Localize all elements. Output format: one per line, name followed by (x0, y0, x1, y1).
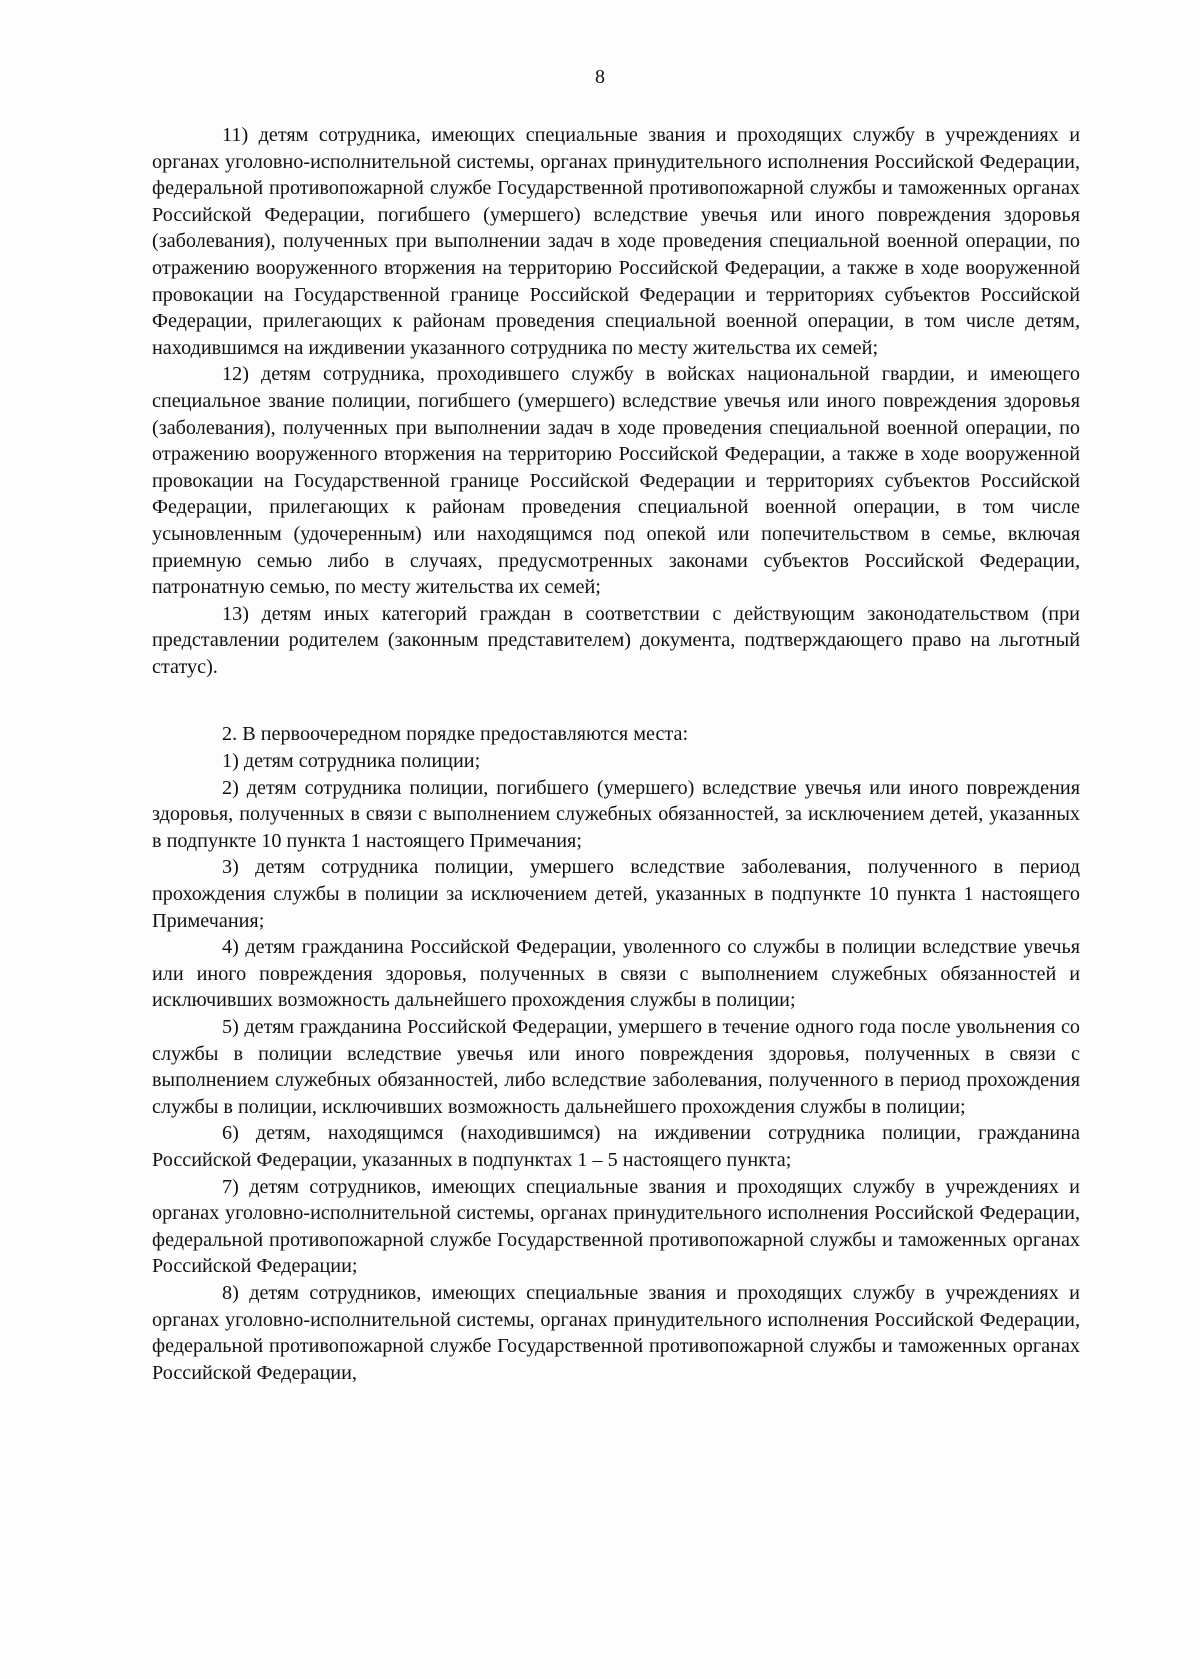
document-body (152, 122, 1080, 1386)
paragraph-item-12: 12) детям сотрудника, проходившего службу в войсках национальной гвардии, и имеющего специальное звание полиции, погибшего (умершего) вследствие увечья или иного повреждения здоровья (заболевания), полученных при выполнении задач в ходе проведения специальной военной операции, по отражению вооруженного вторжения на территорию Российской Федерации, а также в ходе вооруженной провокации на Государственной границе Российской Федерации и территориях субъектов Российской Федерации, прилегающих к районам проведения специальной военной операции, в том числе усыновленным (удочеренным) или находящимся под опекой или попечительством в семье, включая приемную семью либо в случаях, предусмотренных законами субъектов Российской Федерации, патронатную семью, по месту жительства их семей; (152, 363, 1080, 599)
priority-item-2: 2) детям сотрудника полиции, погибшего (умершего) вследствие увечья или иного повреждения здоровья, полученных в связи с выполнением служебных обязанностей, за исключением детей, указанных в подпункте 10 пункта 1 настоящего Примечания; (152, 776, 1080, 852)
section-2-heading: 2. В первоочередном порядке предоставляются места: (222, 723, 689, 746)
priority-item-4: 4) детям гражданина Российской Федерации, уволенного со службы в полиции вследствие увечья или иного повреждения здоровья, полученных в связи с выполнением служебных обязанностей и исключивших возможность дальнейшего прохождения службы в полиции; (152, 936, 1080, 1012)
paragraph-item-13: 13) детям иных категорий граждан в соответствии с действующим законодательством (при представлении родителем (законным представителем) документа, подтверждающего право на льготный статус). (152, 602, 1080, 678)
paragraph-item-11: 11) детям сотрудника, имеющих специальные звания и проходящих службу в учреждениях и органах уголовно-исполнительной системы, органах принудительного исполнения Российской Федерации, федеральной противопожарной службе Государственной противопожарной службы и таможенных органах Российской Федерации, погибшего (умершего) вследствие увечья или иного повреждения здоровья (заболевания), полученных при выполнении задач в ходе проведения специальной военной операции, по отражению вооруженного вторжения на территорию Российской Федерации, а также в ходе вооруженной провокации на Государственной границе Российской Федерации и территориях субъектов Российской Федерации, прилегающих к районам проведения специальной военной операции, в том числе детям, находившимся на иждивении указанного сотрудника по месту жительства их семей; (152, 124, 1080, 359)
priority-item-5: 5) детям гражданина Российской Федерации, умершего в течение одного года после увольнения со службы в полиции вследствие увечья или иного повреждения здоровья, полученных в связи с выполнением служебных обязанностей, либо вследствие заболевания, полученного в период прохождения службы в полиции, исключивших возможность дальнейшего прохождения службы в полиции; (152, 1016, 1080, 1118)
page-number: 8 (595, 66, 605, 88)
priority-item-3: 3) детям сотрудника полиции, умершего вследствие заболевания, полученного в период прохождения службы в полиции за исключением детей, указанных в подпункте 10 пункта 1 настоящего Примечания; (152, 856, 1080, 932)
priority-item-7: 7) детям сотрудников, имеющих специальные звания и проходящих службу в учреждениях и органах уголовно-исполнительной системы, органах принудительного исполнения Российской Федерации, федеральной противопожарной службе Государственной противопожарной службы и таможенных органах Российской Федерации; (152, 1175, 1080, 1278)
priority-item-6: 6) детям, находящимся (находившимся) на иждивении сотрудника полиции, гражданина Российской Федерации, указанных в подпунктах 1 – 5 настоящего пункта; (152, 1122, 1080, 1171)
priority-item-8: 8) детям сотрудников, имеющих специальные звания и проходящих службу в учреждениях и органах уголовно-исполнительной системы, органах принудительного исполнения Российской Федерации, федеральной противопожарной службе Государственной противопожарной службы и таможенных органах Российской Федерации, (152, 1281, 1080, 1384)
priority-item-1: 1) детям сотрудника полиции; (222, 750, 481, 773)
